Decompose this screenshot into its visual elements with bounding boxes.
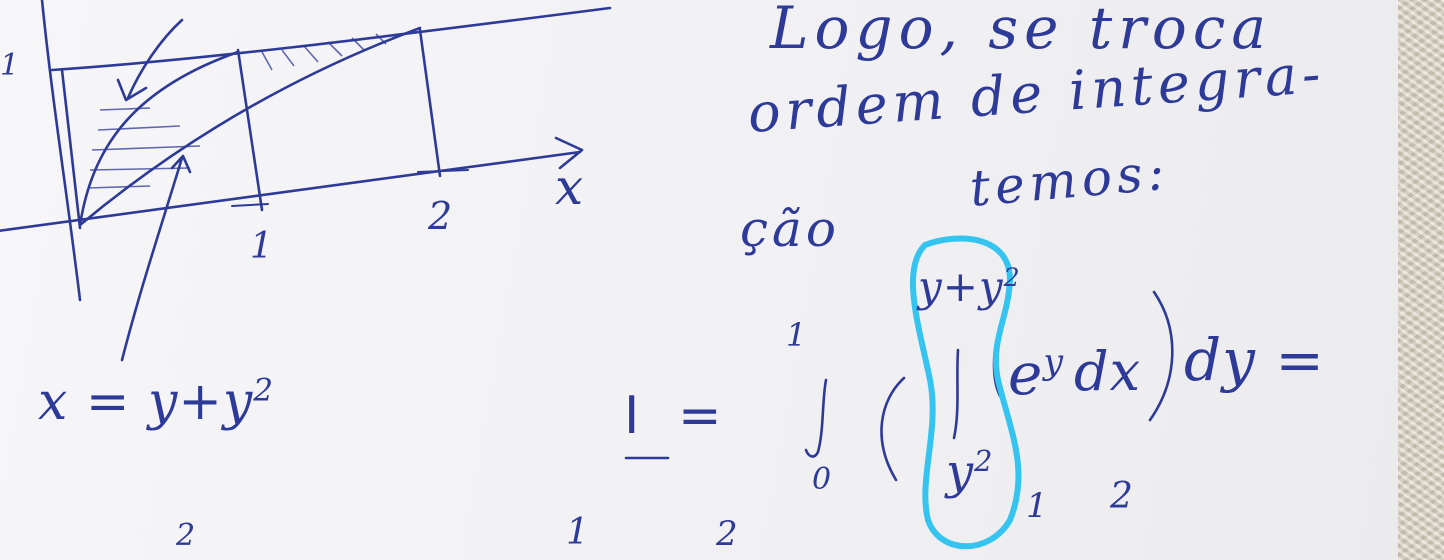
curve-equation-text: x = y+y <box>38 372 254 432</box>
left-boundary <box>62 70 80 228</box>
inner-upper-exp: 2 <box>1003 263 1021 292</box>
outer-lower-limit: 0 <box>812 462 833 497</box>
bottom-fragment-mid-2: 2 <box>716 514 739 554</box>
pointer-arrow-bottom <box>122 158 182 360</box>
curve-x-equals-y-squared <box>80 52 238 225</box>
bottom-fragment-left: 2 <box>176 518 197 553</box>
y-tick-label: 1 <box>0 48 21 83</box>
integrand-exp: y <box>1043 342 1064 383</box>
integrand-base: e <box>1008 340 1044 408</box>
integral-equals: = <box>678 386 723 446</box>
x-axis-label: x <box>555 158 585 216</box>
close-paren <box>1150 292 1172 420</box>
top-line-y1 <box>52 8 610 70</box>
inner-lower-limit <box>946 444 993 500</box>
curve-equation <box>38 372 274 432</box>
tick-label-1: 1 <box>250 226 274 267</box>
differential-dy: dy = <box>1184 326 1325 394</box>
inner-lower-text: y <box>946 444 975 500</box>
inner-lower-exp: 2 <box>974 444 994 478</box>
vertical-line-x2 <box>420 30 440 176</box>
outer-upper-limit: 1 <box>786 316 808 354</box>
integral-lhs: I <box>624 386 641 446</box>
note-line-3b: temos: <box>967 142 1172 218</box>
outer-integral-sign <box>806 380 826 456</box>
vertical-line-x1 <box>238 50 262 210</box>
bottom-fragment-right-2: 2 <box>1110 476 1134 517</box>
tick-x2 <box>418 170 468 172</box>
note-line-2: ordem de integra- <box>745 41 1328 145</box>
open-paren-outer <box>882 378 904 480</box>
bottom-fragment-right-1: 1 <box>1026 486 1049 526</box>
differential-dx: dx <box>1074 340 1142 403</box>
note-line-3a: ção <box>740 200 840 258</box>
inner-integral-sign <box>954 350 958 438</box>
curve-equation-exp: 2 <box>253 372 275 409</box>
tick-label-2: 2 <box>428 194 454 238</box>
integrand <box>1008 340 1064 408</box>
bottom-fragment-mid-1: 1 <box>566 512 590 553</box>
inner-upper-limit <box>918 262 1021 311</box>
y-axis-line <box>42 0 80 300</box>
inner-upper-text: y+y <box>918 262 1004 311</box>
note-line-1: Logo, se troca <box>770 0 1272 62</box>
